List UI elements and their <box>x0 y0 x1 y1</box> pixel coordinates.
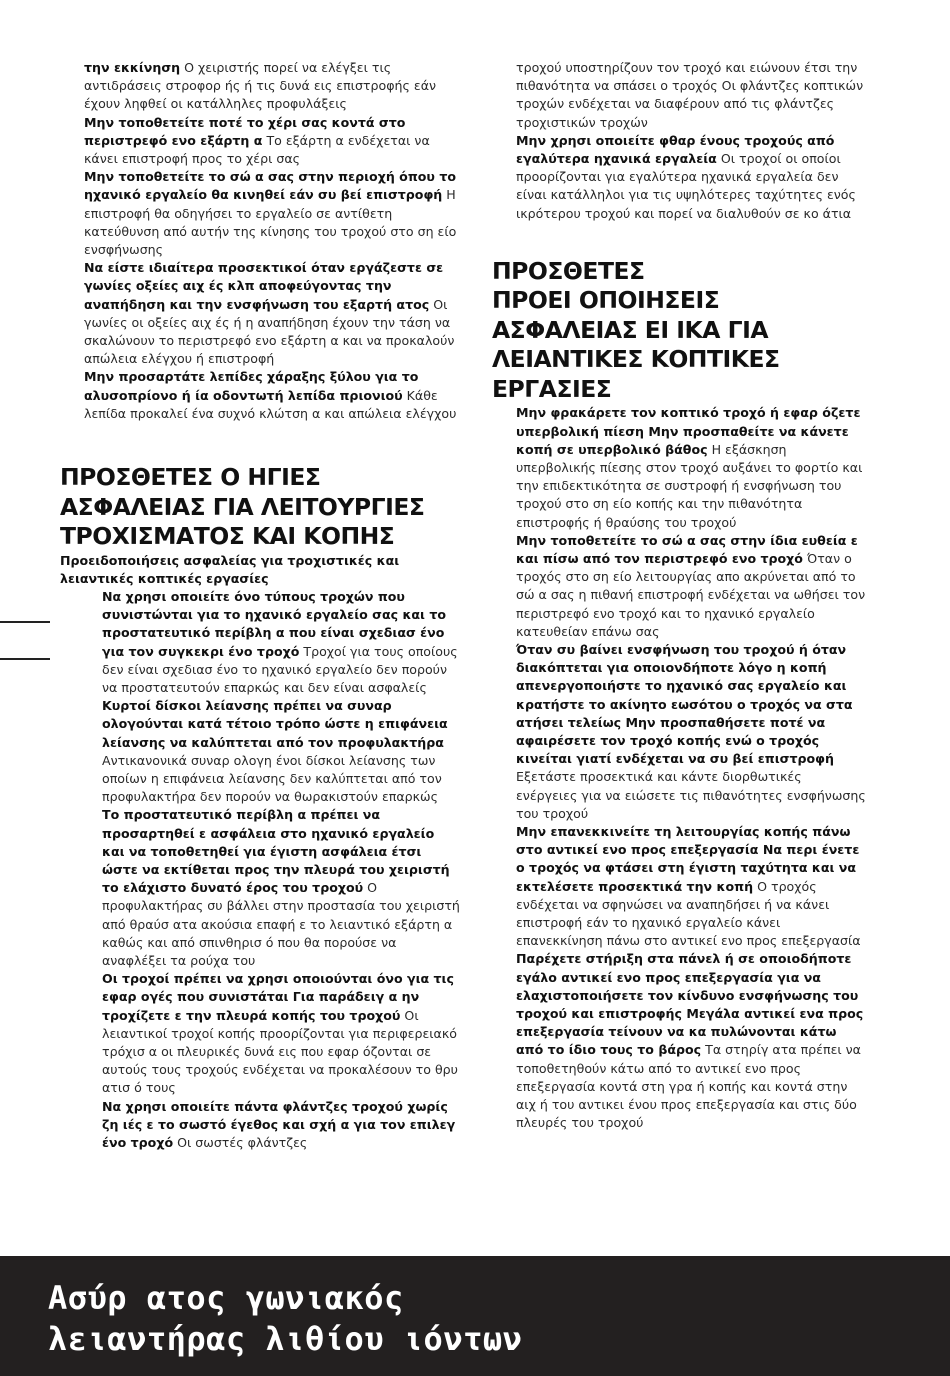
paragraph-lead: Παρέχετε στήριξη στα πάνελ ή σε οποιοδήποτε εγάλο αντικεί ενο προς επεξεργασία για να ελαχιστοποιήσετε τον κίνδυνο ενσφήνωσης του τροχού και επιστροφής Μεγάλα αντικεί ενα προς επεξεργασία τείνουν να κα πυλώνονται κάτω από το ίδιο τους το βάρος <box>516 951 864 1058</box>
left-subheading: Προειδοποιήσεις ασφαλείας για τροχιστικές και λειαντικές κοπτικές εργασίες <box>60 552 400 586</box>
left-section-heading <box>60 463 460 552</box>
paragraph-text: Η επιστροφή θα οδηγήσει το εργαλείο σε αντίθετη κατεύθυνση από αυτήν της κίνησης του τροχού στο ση είο ενσφήνωσης <box>84 187 457 258</box>
left-bottom-paragraphs <box>84 588 460 1152</box>
paragraph-lead: Μην φρακάρετε τον κοπτικό τροχό ή εφαρ όζετε υπερβολική πίεση Μην προσπαθείτε να κάνετε κοπή σε υπερβολικό βάθος <box>516 405 861 457</box>
paragraph <box>84 59 460 114</box>
paragraph <box>516 950 866 1132</box>
paragraph <box>84 114 460 169</box>
paragraph-text: Οι λειαντικοί τροχοί κοπής προορίζονται για περιφερειακό τρόχισ α οι πλευρικές δυνά εις που εφαρ όζονται σε αυτούς τους τροχούς ενδέχεται να προκαλέσουν το θρυ ατισ ό τους <box>102 1007 458 1096</box>
paragraph-text: Ο τροχός ενδέχεται να σφηνώσει να αναπηδήσει ή να κάνει επιστροφή εάν το ηχανικό εργαλείο κάνει επανεκκίνηση πάνω στο αντικεί ενο προς επεξεργασία <box>516 878 861 949</box>
right-top-paragraphs <box>516 59 866 223</box>
right-heading-line: ΠΡΟΣΘΕΤΕΣ <box>492 256 645 285</box>
paragraph <box>516 641 866 823</box>
paragraph-lead: Το προστατευτικό περίβλη α πρέπει να προσαρτηθεί ε ασφάλεια στο ηχανικό εργαλείο και να τοποθετηθεί για έγιστη ασφάλεια έτσι ώστε να εκτίθεται προς την πλευρά του χειριστή το ελάχιστο δυνατό έρος του τροχού <box>102 807 450 896</box>
paragraph-lead: Να χρησι οποιείτε όνο τύπους τροχών που συνιστώνται για το ηχανικό εργαλείο σας και το προστατευτικό περίβλη α που είναι σχεδιασ ένο για τον συγκεκρι ένο τροχό <box>102 588 447 659</box>
paragraph-lead: την εκκίνηση <box>84 60 181 75</box>
paragraph <box>84 697 460 806</box>
paragraph-text: Τροχοί για τους οποίους δεν είναι σχεδιασ ένο το ηχανικό εργαλείο δεν πορούν να προστατευτούν επαρκώς και δεν είναι ασφαλείς <box>102 643 458 695</box>
right-heading-line: ΛΕΙΑΝΤΙΚΕΣ ΚΟΠΤΙΚΕΣ <box>492 345 780 374</box>
paragraph <box>516 404 866 531</box>
paragraph <box>84 368 460 423</box>
paragraph-lead: Κυρτοί δίσκοι λείανσης πρέπει να συναρ ολογούνται κατά τέτοιο τρόπο ώστε η επιφάνεια λείανσης να καλύπτεται από τον προφυλακτήρα <box>102 698 448 750</box>
paragraph-lead: Μην τοποθετείτε το σώ α σας στην ίδια ευθεία ε και πίσω από τον περιστρεφό ενο τροχό <box>516 532 858 566</box>
right-column <box>492 59 866 1132</box>
right-section-heading <box>492 257 866 405</box>
right-heading-line: ΑΣΦΑΛΕΙΑΣ ΕΙ ΙΚΑ ΓΙΑ <box>492 315 769 344</box>
footer-title-line: Ασύρ ατος γωνιακός <box>48 1279 404 1317</box>
paragraph-text: Οι σωστές φλάντζες <box>173 1135 308 1151</box>
paragraph <box>516 59 866 132</box>
paragraph-lead: Να είστε ιδιαίτερα προσεκτικοί όταν εργάζεστε σε γωνίες οξείες αιχ ές κλπ αποφεύγοντας την αναπήδηση και την ενσφήνωση του εξαρτή ατος <box>84 260 444 312</box>
paragraph-text: Ο χειριστής πορεί να ελέγξει τις αντιδράσεις στροφορ ής ή τις δυνά εις επιστροφής εάν έχουν ληφθεί οι κατάλληλες προφυλάξεις <box>84 60 437 112</box>
paragraph-lead: Μην προσαρτάτε λεπίδες χάραξης ξύλου για το αλυσοπρίονο ή ία οδοντωτή λεπίδα πριονιού <box>84 369 419 403</box>
margin-rule-top <box>0 621 50 623</box>
left-heading-line: ΠΡΟΣΘΕΤΕΣ Ο ΗΓΙΕΣ <box>60 463 321 492</box>
paragraph-text: Οι τροχοί οι οποίοι προορίζονται για εγαλύτερα ηχανικά εργαλεία δεν είναι κατάλληλοι για τις υψηλότερες ταχύτητες ενός ικρότερου τροχού και πορεί να διαλυθούν σε κο άτια <box>516 151 856 221</box>
paragraph <box>84 259 460 368</box>
paragraph-text: Το εξάρτη α ενδέχεται να κάνει επιστροφή προς το χέρι σας <box>84 132 430 167</box>
paragraph <box>516 532 866 641</box>
paragraph-text: Όταν ο τροχός στο ση είο λειτουργίας απο ακρύνεται από το σώ α σας η πιθανή επιστροφή ενδέχεται να ωθήσει τον περιστρεφό ενο τροχό και το ηχανικό εργαλείο κατευθείαν επάνω σας <box>516 550 866 639</box>
left-top-paragraphs <box>84 59 460 423</box>
paragraph-lead: Μην επανεκκινείτε τη λειτουργίας κοπής πάνω στο αντικεί ενο προς επεξεργασία Να περι ένετε ο τροχός να φτάσει στη έγιστη ταχύτητα και να εκτελέσετε προσεκτικά την κοπή <box>516 824 860 894</box>
paragraph <box>84 970 460 1097</box>
paragraph-text: Κάθε λεπίδα προκαλεί ένα συχνό κλώτση α και απώλεια ελέγχου <box>84 387 457 421</box>
footer-title <box>48 1278 522 1360</box>
paragraph-text: Οι γωνίες οι οξείες αιχ ές ή η αναπήδηση έχουν την τάση να σκαλώνουν το περιστρεφό ενο εξάρτη α και να προκαλούν απώλεια ελέγχου ή επιστροφή <box>84 296 455 367</box>
footer-title-line: λειαντήρας λιθίου ιόντων <box>48 1320 523 1358</box>
left-column <box>60 59 460 1152</box>
paragraph-text: Αντικανονικά συναρ ολογη ένοι δίσκοι λείανσης των οποίων η επιφάνεια λείανσης δεν καλύπτεται από τον προφυλακτήρα δεν πορούν να θωρακιστούν επαρκώς <box>102 752 442 805</box>
left-heading-line: ΑΣΦΑΛΕΙΑΣ ΓΙΑ ΛΕΙΤΟΥΡΓΙΕΣ <box>60 492 425 521</box>
right-bottom-paragraphs <box>516 404 866 1132</box>
paragraph-lead: Να χρησι οποιείτε πάντα φλάντζες τροχού χωρίς ζη ιές ε το σωστό έγεθος και σχή α για τον επιλεγ ένο τροχό <box>102 1098 456 1151</box>
paragraph-lead: Μην χρησι οποιείτε φθαρ ένους τροχούς από εγαλύτερα ηχανικά εργαλεία <box>516 132 835 167</box>
paragraph <box>84 168 460 259</box>
paragraph-lead: Μην τοποθετείτε το σώ α σας στην περιοχή όπου το ηχανικό εργαλείο θα κινηθεί εάν συ βεί επιστροφή <box>84 169 457 203</box>
paragraph-text: Η εξάσκηση υπερβολικής πίεσης στον τροχό αυξάνει το φορτίο και την επιδεκτικότητα σε συστροφή ή ενσφήνωση του τροχού στο ση είο κοπής και την πιθανότητα επιστροφής ή θραύσης του τροχού <box>516 441 863 530</box>
margin-rule-bottom <box>0 658 50 660</box>
right-heading-line: ΠΡΟΕΙ ΟΠΟΙΗΣΕΙΣ <box>492 286 720 315</box>
paragraph <box>84 1098 460 1153</box>
right-heading-line: ΕΡΓΑΣΙΕΣ <box>492 374 612 403</box>
left-heading-line: ΤΡΟΧΙΣΜΑΤΟΣ ΚΑΙ ΚΟΠΗΣ <box>60 522 395 551</box>
paragraph-lead: Οι τροχοί πρέπει να χρησι οποιούνται όνο για τις εφαρ ογές που συνιστάται Για παράδειγ α ην τροχίζετε ε την πλευρά κοπής του τροχού <box>102 971 454 1023</box>
paragraph <box>516 132 866 223</box>
paragraph <box>516 823 866 950</box>
paragraph <box>84 806 460 970</box>
paragraph-text: Εξετάστε προσεκτικά και κάντε διορθωτικές ενέργειες για να ειώσετε τις πιθανότητες ενσφήνωσης του τροχού <box>516 769 866 821</box>
paragraph-lead: Όταν συ βαίνει ενσφήνωση του τροχού ή όταν διακόπτεται για οποιονδήποτε λόγο η κοπή απενεργοποιήστε το ηχανικό σας εργαλείο και κρατήστε το ακίνητο εωσότου ο τροχός να στα ατήσει τελείως Μην προσπαθήσετε ποτέ να αφαιρέσετε τον τροχό κοπής ενώ ο τροχός κινείται γιατί ενδέχεται να συ βεί επιστροφή <box>516 641 853 767</box>
paragraph-lead: Μην τοποθετείτε ποτέ το χέρι σας κοντά στο περιστρεφό ενο εξάρτη α <box>84 114 406 148</box>
paragraph <box>84 588 460 697</box>
paragraph-text: Ο προφυλακτήρας συ βάλλει στην προστασία του χειριστή από θραύσ ατα ακούσια επαφή ε το λειαντικό εξάρτη α καθώς και από σπινθηρισ ό που θα πορούσε να αναφλέξει τα ρούχα του <box>102 880 460 969</box>
paragraph-text: Τα στηρίγ ατα πρέπει να τοποθετηθούν κάτω από το αντικεί ενο προς επεξεργασία κοντά στη γρα ή κοπής και κοντά στην αιχ ή του αντικει ένου προς επεξεργασία και στις δύο πλευρές του τροχού <box>516 1042 861 1131</box>
paragraph-text: τροχού υποστηρίζουν τον τροχό και ειώνουν έτσι την πιθανότητα να σπάσει ο τροχός Οι φλάντζες κοπτικών τροχών ενδέχεται να διαφέρουν από τις φλάντζες τροχιστικών τροχών <box>516 60 864 130</box>
